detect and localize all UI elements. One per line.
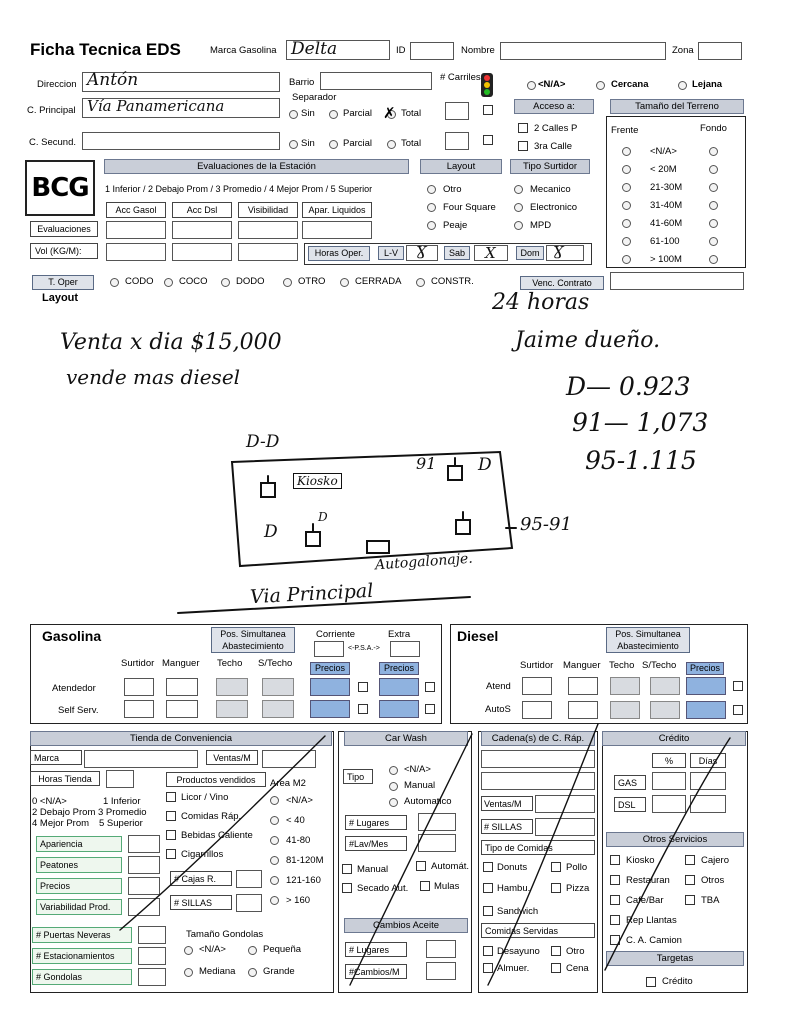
eval-1: Peatones: [36, 857, 122, 873]
low-field-0[interactable]: [138, 926, 166, 944]
layout-opt-0: Otro: [443, 184, 462, 195]
acceso-header: Acceso a:: [514, 99, 594, 114]
diesel-pos-simultanea: Pos. Simultanea Abastecimiento: [606, 627, 690, 653]
gas-surtidor-1[interactable]: [124, 700, 154, 718]
gas-label: GAS: [614, 775, 646, 790]
sep1-sin-label: Sin: [301, 108, 315, 119]
g-col-manguer: Manguer: [162, 658, 200, 669]
price-91: 91— 1,073: [572, 408, 709, 437]
gasolina-title: Gasolina: [42, 628, 102, 644]
prod-label-3: Cigarrillos: [181, 849, 224, 860]
gas-chk-corr-1[interactable]: [358, 704, 368, 714]
gond-mediana-label: Mediana: [199, 966, 236, 977]
eval-field-1[interactable]: [128, 856, 160, 874]
surtidor-opt-0: Mecanico: [530, 184, 571, 195]
cw-auto-radio[interactable]: [389, 798, 398, 807]
toper-opt-1: COCO: [179, 276, 208, 287]
sep2-total-label: Total: [401, 138, 422, 149]
venc-contrato-label: Venc. Contrato: [520, 276, 604, 290]
horas-tienda-field[interactable]: [106, 770, 134, 788]
low-label-2: # Gondolas: [32, 969, 132, 985]
cw-automat-checkbox[interactable]: [416, 861, 426, 871]
area-radio-2[interactable]: [270, 836, 279, 845]
cadena-sillas-label: # SILLAS: [481, 819, 533, 834]
serv-label-6: Rep Llantas: [626, 915, 677, 926]
low-label-0: # Puertas Neveras: [32, 927, 132, 943]
acc-gasol-col: Acc Gasol: [106, 202, 166, 218]
layout-opt-2: Peaje: [443, 220, 468, 231]
toper-opt-2: DODO: [236, 276, 265, 287]
cw-lav-field[interactable]: [418, 834, 456, 852]
low-field-1[interactable]: [138, 947, 166, 965]
prod-chk-0[interactable]: [166, 792, 176, 802]
tienda-sillas-field[interactable]: [236, 894, 262, 912]
terreno-opt-5: 61-100: [650, 236, 680, 247]
prod-label-2: Bebidas Caliente: [181, 830, 253, 841]
surtidor-opt-1: Electronico: [530, 202, 577, 213]
cajas-label: # Cajas R.: [170, 871, 232, 886]
dsl-stecho-1[interactable]: [650, 701, 680, 719]
cw-manual-checkbox[interactable]: [342, 864, 352, 874]
desayuno-label: Desayuno: [497, 946, 540, 957]
layout-opt-1: Four Square: [443, 202, 496, 213]
sketch-dd-label: D-D: [246, 432, 280, 452]
dsl-dias-field[interactable]: [690, 795, 726, 813]
cw-manual-radio[interactable]: [389, 782, 398, 791]
dsl-stecho-0[interactable]: [650, 677, 680, 695]
gond-grande-radio[interactable]: [248, 968, 257, 977]
zona-label: Zona: [672, 45, 694, 56]
donuts-label: Donuts: [497, 862, 528, 873]
cw-manual-label: Manual: [404, 780, 436, 791]
sketch-autogalonaje: Autogalonaje.: [374, 550, 474, 574]
comidas-servidas-label: Comidas Servidas: [481, 923, 595, 938]
atend-label: Atend: [486, 681, 511, 692]
toper-opt-3: OTRO: [298, 276, 326, 287]
area-radio-4[interactable]: [270, 876, 279, 885]
area-label-1: < 40: [286, 815, 305, 826]
frente-label: Frente: [611, 125, 639, 136]
tienda-ventas-field[interactable]: [262, 750, 316, 768]
vol-row-label: Vol (KG/M):: [30, 243, 98, 259]
nombre-label: Nombre: [461, 45, 495, 56]
sketch-d-right: D: [478, 455, 492, 475]
cw-secado-checkbox[interactable]: [342, 883, 352, 893]
cw-na-label: <N/A>: [404, 764, 431, 775]
d-precios-label: Precios: [686, 662, 724, 675]
terreno-opt-1: < 20M: [650, 164, 677, 175]
carwash-header: Car Wash: [344, 731, 468, 746]
direccion-value: Antón: [87, 70, 139, 90]
id-label: ID: [396, 45, 406, 56]
marca-gasolina-value: Delta: [291, 39, 338, 59]
eval-field-3[interactable]: [128, 898, 160, 916]
sab-mark-icon: X: [485, 244, 496, 262]
gond-mediana-radio[interactable]: [184, 968, 193, 977]
tipo-comidas-label: Tipo de Comidas: [481, 840, 595, 855]
cw-lugares-field[interactable]: [418, 813, 456, 831]
g-col-surtidor: Surtidor: [121, 658, 155, 669]
corriente-field[interactable]: [314, 641, 344, 657]
c-secund-label: C. Secund.: [29, 137, 76, 148]
cadena-header: Cadena(s) de C. Ráp.: [481, 731, 595, 746]
credito-header: Crédito: [602, 731, 746, 746]
low-label-1: # Estacionamientos: [32, 948, 132, 964]
ca-lugares-field[interactable]: [426, 940, 456, 958]
serv-label-3: Otros: [701, 875, 725, 886]
area-radio-0[interactable]: [270, 796, 279, 805]
g-col-stecho: S/Techo: [258, 658, 293, 669]
gas-stecho-0[interactable]: [262, 678, 294, 696]
pizza-label: Pizza: [566, 883, 590, 894]
d-col-surtidor: Surtidor: [520, 660, 554, 671]
area-label-2: 41-80: [286, 835, 311, 846]
eval-field-2[interactable]: [128, 877, 160, 895]
scale-1: 1 Inferior: [103, 796, 141, 807]
terreno-opt-0: <N/A>: [650, 146, 677, 157]
prod-chk-1[interactable]: [166, 811, 176, 821]
price-95: 95-1.115: [585, 446, 697, 475]
dsl-manguer-1[interactable]: [568, 701, 598, 719]
c-principal-value: Vía Panamericana: [87, 97, 225, 115]
sketch-via: Via Principal: [249, 579, 374, 609]
d-col-manguer: Manguer: [563, 660, 601, 671]
self-serv-label: Self Serv.: [58, 705, 99, 716]
gas-chk-corr-0[interactable]: [358, 682, 368, 692]
terreno-opt-4: 41-60M: [650, 218, 683, 229]
pizza-checkbox[interactable]: [551, 883, 561, 893]
distance-lejana-label: Lejana: [692, 79, 723, 90]
evaluaciones-row-label: Evaluaciones: [30, 221, 98, 237]
carwash-tipo-label: Tipo: [343, 769, 373, 784]
area-label-3: 81-120M: [286, 855, 324, 866]
serv-label-1: Cajero: [701, 855, 729, 866]
gas-stecho-1[interactable]: [262, 700, 294, 718]
eval-field-0[interactable]: [128, 835, 160, 853]
extra-field[interactable]: [390, 641, 420, 657]
sketch-95-91: 95-91: [520, 514, 572, 535]
corriente-label: Corriente: [316, 629, 356, 640]
note-venta: Venta x dia $15,000: [60, 330, 282, 355]
serv-chk-6[interactable]: [610, 915, 620, 925]
serv-chk-0[interactable]: [610, 855, 620, 865]
gas-precio-corr-1[interactable]: [310, 700, 350, 718]
eval-0: Apariencia: [36, 836, 122, 852]
sab-label: Sab: [444, 246, 470, 260]
tienda-header: Tienda de Conveniencia: [30, 731, 332, 746]
sketch-d-small: D: [318, 510, 328, 524]
toper-opt-5: CONSTR.: [431, 276, 474, 287]
dsl-manguer-0[interactable]: [568, 677, 598, 695]
evaluaciones-scale: 1 Inferior / 2 Debajo Prom / 3 Promedio / 4 Mejor Prom / 5 Superior: [105, 184, 373, 194]
ca-cambios-label: #Cambios/M: [345, 964, 407, 979]
dsl-surtidor-0[interactable]: [522, 677, 552, 695]
cw-na-radio[interactable]: [389, 766, 398, 775]
desayuno-checkbox[interactable]: [483, 946, 493, 956]
serv-chk-1[interactable]: [685, 855, 695, 865]
distance-cercana-label: Cercana: [611, 79, 649, 90]
tienda-marca-label: Marca: [30, 750, 82, 765]
gas-chk-extra-0[interactable]: [425, 682, 435, 692]
otro-label: Otro: [566, 946, 585, 957]
tipo-surtidor-header: Tipo Surtidor: [510, 159, 590, 174]
gond-na-label: <N/A>: [199, 944, 226, 955]
eval-2: Precios: [36, 878, 122, 894]
price-diesel: D— 0.923: [566, 372, 691, 401]
dsl-techo-0[interactable]: [610, 677, 640, 695]
almuer-label: Almuer.: [497, 963, 530, 974]
evaluaciones-header: Evaluaciones de la Estación: [104, 159, 409, 174]
cajas-field[interactable]: [236, 870, 262, 888]
cena-label: Cena: [566, 963, 589, 974]
visibilidad-col: Visibilidad: [238, 202, 298, 218]
dias-label: Días: [690, 753, 726, 768]
almuer-checkbox[interactable]: [483, 963, 493, 973]
prod-chk-2[interactable]: [166, 830, 176, 840]
gas-pct-field[interactable]: [652, 772, 686, 790]
otro-checkbox[interactable]: [551, 946, 561, 956]
horas-oper-label: Horas Oper.: [308, 246, 370, 261]
cw-mulas-checkbox[interactable]: [420, 881, 430, 891]
terreno-header: Tamaño del Terreno: [610, 99, 744, 114]
acc-dsl-col: Acc Dsl: [172, 202, 232, 218]
hambu-label: Hambu.: [497, 883, 531, 894]
sep2-sin-label: Sin: [301, 138, 315, 149]
apar-liquidos-col: Apar. Liquidos: [302, 202, 372, 218]
terreno-opt-2: 21-30M: [650, 182, 683, 193]
note-jaime: Jaime dueño.: [515, 328, 661, 353]
area-label-0: <N/A>: [286, 795, 313, 806]
targetas-header: Targetas: [606, 951, 744, 966]
gond-pequena-label: Pequeña: [263, 944, 302, 955]
g-col-techo: Techo: [217, 658, 243, 669]
gas-dias-field[interactable]: [690, 772, 726, 790]
lv-mark-icon: Ɣ: [416, 243, 427, 261]
terreno-opt-3: 31-40M: [650, 200, 683, 211]
dsl-techo-1[interactable]: [610, 701, 640, 719]
ca-cambios-field[interactable]: [426, 962, 456, 980]
gas-surtidor-0[interactable]: [124, 678, 154, 696]
barrio-label: Barrio: [289, 77, 315, 88]
serv-chk-2[interactable]: [610, 875, 620, 885]
acceso-3ra-label: 3ra Calle: [534, 141, 573, 152]
psa-label: <-P.S.A.->: [348, 645, 380, 652]
gas-precio-extra-1[interactable]: [379, 700, 419, 718]
sketch-91: 91: [416, 454, 437, 473]
serv-chk-5[interactable]: [685, 895, 695, 905]
productos-label: Productos vendidos: [166, 772, 266, 787]
prod-label-0: Licor / Vino: [181, 792, 229, 803]
dsl-surtidor-1[interactable]: [522, 701, 552, 719]
carriles-label: # Carriles: [440, 72, 481, 83]
otros-servicios-header: Otros Servicios: [606, 832, 744, 847]
area-radio-3[interactable]: [270, 856, 279, 865]
cw-lugares-label: # Lugares: [345, 815, 407, 830]
gond-grande-label: Grande: [263, 966, 295, 977]
serv-label-5: TBA: [701, 895, 720, 906]
dom-label: Dom: [516, 246, 544, 260]
sep1-parcial-label: Parcial: [343, 108, 373, 119]
bcg-logo: BCG: [25, 160, 95, 216]
gas-manguer-0[interactable]: [166, 678, 198, 696]
toper-opt-4: CERRADA: [355, 276, 402, 287]
scale-0: 0 <N/A>: [32, 796, 67, 807]
scale-5: 5 Superior: [99, 818, 143, 829]
pollo-checkbox[interactable]: [551, 862, 561, 872]
area-radio-1[interactable]: [270, 816, 279, 825]
gas-precio-corr-0[interactable]: [310, 678, 350, 696]
fondo-label: Fondo: [700, 123, 727, 134]
sep1-total-mark-icon: ✗: [383, 105, 396, 122]
gas-manguer-1[interactable]: [166, 700, 198, 718]
cw-auto-label: Automatico: [404, 796, 452, 807]
horas-tienda-label: Horas Tienda: [30, 771, 100, 786]
separador-label: Separador: [292, 92, 337, 103]
donuts-checkbox[interactable]: [483, 862, 493, 872]
cadena-sillas-field[interactable]: [535, 818, 595, 836]
sketch-d-left: D: [264, 522, 278, 542]
cadena-field-2[interactable]: [481, 772, 595, 790]
layout-section-title: Layout: [42, 292, 79, 304]
page-title: Ficha Tecnica EDS: [30, 40, 181, 59]
lv-label: L-V: [378, 246, 404, 260]
terreno-opt-6: > 100M: [650, 254, 682, 265]
tienda-ventas-label: Ventas/M: [206, 750, 258, 765]
acceso-2calles-label: 2 Calles P: [534, 123, 578, 134]
sandwich-checkbox[interactable]: [483, 906, 493, 916]
cw-secado-label: Secado Aut.: [357, 883, 409, 894]
area-label-5: > 160: [286, 895, 311, 906]
prod-chk-3[interactable]: [166, 849, 176, 859]
extra-label: Extra: [388, 629, 411, 640]
cambios-header: Cambios Aceite: [344, 918, 468, 933]
g-precios-label-1: Precios: [310, 662, 350, 675]
cw-automat-chk-label: Automát.: [431, 861, 470, 872]
dsl-chk-0[interactable]: [733, 681, 743, 691]
credito-checkbox[interactable]: [646, 977, 656, 987]
sandwich-label: Sandwich: [497, 906, 539, 917]
credito-chk-label: Crédito: [662, 976, 693, 987]
tienda-marca-field[interactable]: [84, 750, 198, 768]
hambu-checkbox[interactable]: [483, 883, 493, 893]
sep1-total-label: Total: [401, 108, 422, 119]
sep2-parcial-label: Parcial: [343, 138, 373, 149]
serv-label-7: C. A. Camion: [626, 935, 682, 946]
dom-mark-icon: Ɣ: [553, 243, 564, 261]
diesel-title: Diesel: [457, 628, 499, 644]
serv-chk-7[interactable]: [610, 935, 620, 945]
d-col-stecho: S/Techo: [642, 660, 677, 671]
low-field-2[interactable]: [138, 968, 166, 986]
serv-label-4: Cafe/Bar: [626, 895, 664, 906]
g-precios-label-2: Precios: [379, 662, 419, 675]
dsl-pct-field[interactable]: [652, 795, 686, 813]
pct-label: %: [652, 753, 686, 768]
dsl-label: DSL: [614, 797, 646, 812]
scale-3: 3 Promedio: [98, 807, 147, 818]
dsl-chk-1[interactable]: [733, 705, 743, 715]
serv-chk-4[interactable]: [610, 895, 620, 905]
c-principal-label: C. Principal: [27, 105, 76, 116]
scale-4: 4 Mejor Prom: [32, 818, 90, 829]
marca-gasolina-label: Marca Gasolina: [210, 45, 277, 56]
gond-na-radio[interactable]: [184, 946, 193, 955]
area-label-4: 121-160: [286, 875, 321, 886]
layout-header: Layout: [420, 159, 502, 174]
t-oper-label: T. Oper: [32, 275, 94, 290]
serv-chk-3[interactable]: [685, 875, 695, 885]
dsl-precio-0[interactable]: [686, 677, 726, 695]
atendedor-label: Atendedor: [52, 683, 96, 694]
cw-manual-chk-label: Manual: [357, 864, 389, 875]
gas-precio-extra-0[interactable]: [379, 678, 419, 696]
cw-lav-label: #Lav/Mes: [345, 836, 407, 851]
gas-techo-1[interactable]: [216, 700, 248, 718]
note-diesel: vende mas diesel: [66, 365, 241, 389]
cena-checkbox[interactable]: [551, 963, 561, 973]
surtidor-opt-2: MPD: [530, 220, 552, 231]
prod-label-1: Comidas Ráp.: [181, 811, 242, 822]
serv-label-2: Restauran: [626, 875, 670, 886]
distance-na-label: <N/A>: [538, 79, 566, 90]
gas-chk-extra-1[interactable]: [425, 704, 435, 714]
ca-lugares-label: # Lugares: [345, 942, 407, 957]
note-24horas: 24 horas: [492, 290, 590, 315]
tam-gondolas-label: Tamaño Gondolas: [186, 929, 264, 940]
toper-opt-0: CODO: [125, 276, 154, 287]
area-label: Area M2: [270, 778, 306, 789]
tienda-sillas-label: # SILLAS: [170, 895, 232, 910]
autos-label: AutoS: [485, 704, 511, 715]
gond-pequena-radio[interactable]: [248, 946, 257, 955]
gas-techo-0[interactable]: [216, 678, 248, 696]
eval-3: Variabilidad Prod.: [36, 899, 122, 915]
dsl-precio-1[interactable]: [686, 701, 726, 719]
sketch-kiosko: Kiosko: [293, 473, 342, 489]
pollo-label: Pollo: [566, 862, 588, 873]
area-radio-5[interactable]: [270, 896, 279, 905]
serv-label-0: Kiosko: [626, 855, 655, 866]
cadena-field-1[interactable]: [481, 750, 595, 768]
scale-2: 2 Debajo Prom: [32, 807, 96, 818]
cadena-ventas-label: Ventas/M: [481, 796, 533, 811]
cw-mulas-label: Mulas: [434, 881, 460, 892]
direccion-label: Direccion: [37, 79, 77, 90]
gasolina-pos-simultanea: Pos. Simultanea Abastecimiento: [211, 627, 295, 653]
cadena-ventas-field[interactable]: [535, 795, 595, 813]
d-col-techo: Techo: [609, 660, 635, 671]
